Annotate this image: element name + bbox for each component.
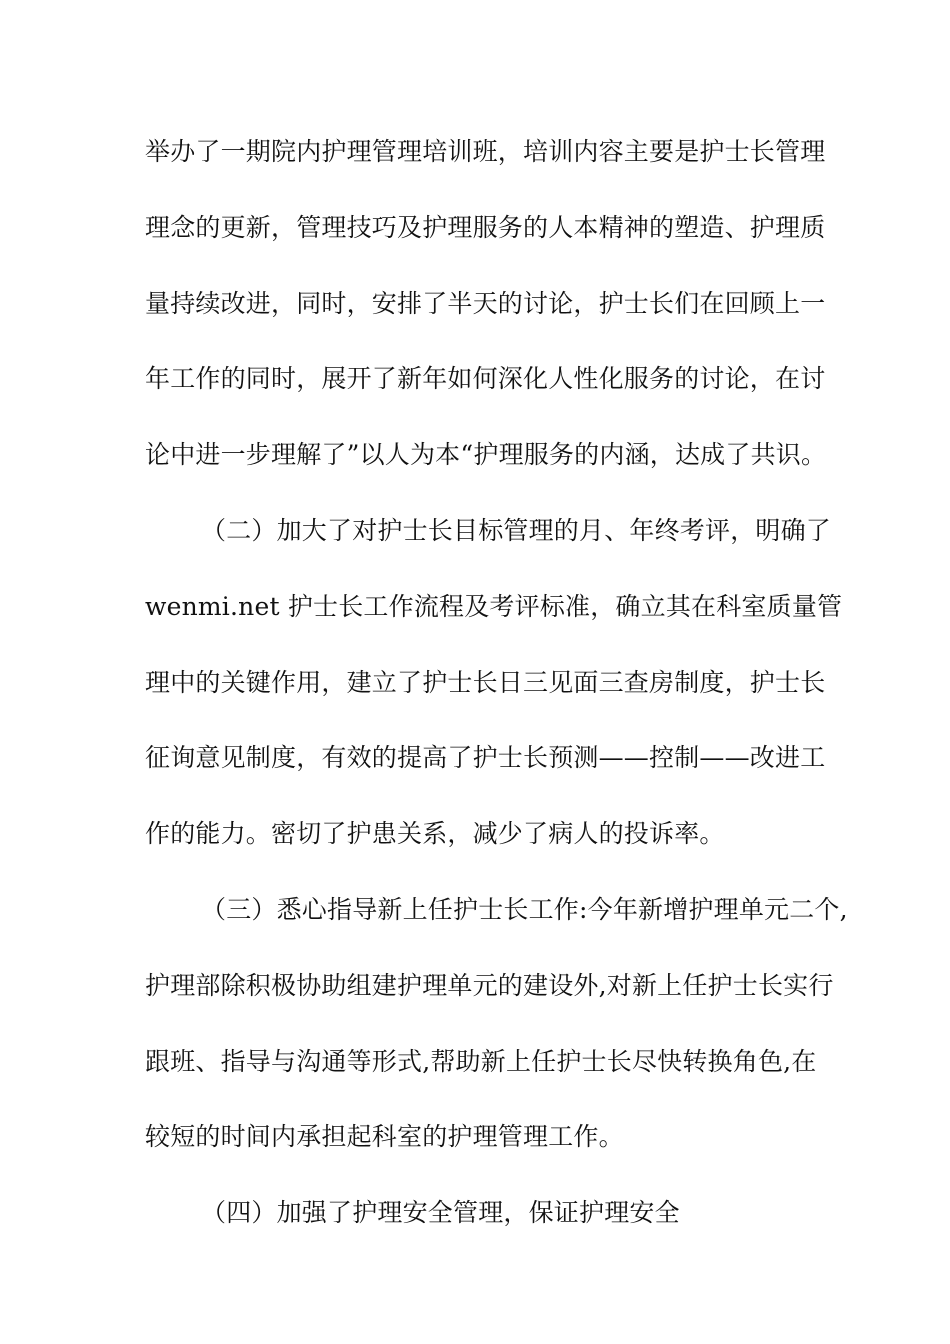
text-line: wenmi.net 护士长工作流程及考评标准，确立其在科室质量管	[145, 591, 843, 621]
paragraph-heading-3: （三）悉心指导新上任护士长工作:今年新增护理单元二个,	[201, 894, 848, 924]
text-line: 理念的更新，管理技巧及护理服务的人本精神的塑造、护理质	[145, 212, 826, 242]
paragraph-heading-4: （四）加强了护理安全管理，保证护理安全	[201, 1198, 680, 1228]
text-line: 年工作的同时，展开了新年如何深化人性化服务的讨论，在讨	[145, 364, 826, 394]
text-line: 量持续改进，同时，安排了半天的讨论，护士长们在回顾上一	[145, 288, 826, 318]
paragraph-heading-2: （二）加大了对护士长目标管理的月、年终考评，明确了	[201, 515, 832, 545]
text-line: 征询意见制度，有效的提高了护士长预测——控制——改进工	[145, 743, 826, 773]
text-line: 作的能力。密切了护患关系，减少了病人的投诉率。	[145, 819, 725, 849]
text-line: 较短的时间内承担起科室的护理管理工作。	[145, 1122, 624, 1152]
body-text	[145, 127, 848, 1264]
text-line: 论中进一步理解了”以人为本“护理服务的内涵，达成了共识。	[145, 440, 827, 470]
text-line: 护理部除积极协助组建护理单元的建设外,对新上任护士长实行	[145, 970, 834, 1000]
text-line: 理中的关键作用，建立了护士长日三见面三查房制度，护士长	[145, 667, 826, 697]
text-line: 跟班、指导与沟通等形式,帮助新上任护士长尽快转换角色,在	[145, 1046, 817, 1076]
text-line: 举办了一期院内护理管理培训班，培训内容主要是护士长管理	[145, 137, 826, 166]
